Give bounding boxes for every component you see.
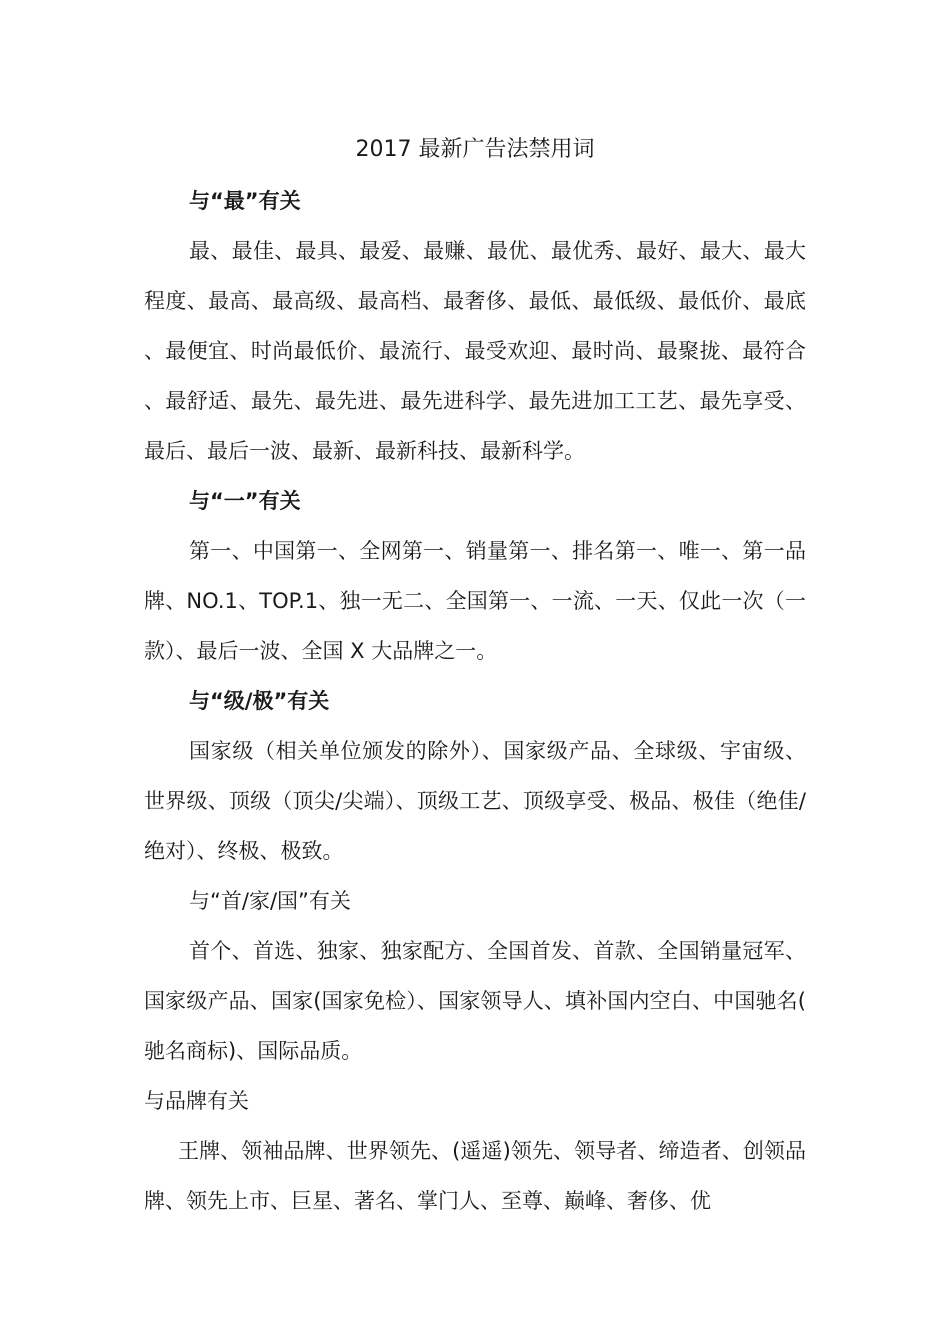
document-title: 2017 最新广告法禁用词 xyxy=(355,137,595,162)
section-text-shou-jia-guo: 首个、首选、独家、独家配方、全国首发、首款、全国销量冠军、国家级产品、国家(国家免检）、国家领导人、填补国内空白、中国驰名(驰名商标)、国际品质。 xyxy=(144,939,806,1063)
section-heading-yi: 与“一”有关 xyxy=(189,489,301,513)
section-text-yi: 第一、中国第一、全网第一、销量第一、排名第一、唯一、第一品牌、NO.1、TOP.1、独一无二、全国第一、一流、一天、仅此一次（一款）、最后一波、全国 X 大品牌之一。 xyxy=(144,539,806,663)
section-heading-zui: 与“最”有关 xyxy=(189,189,301,213)
section-text-zui: 最、最佳、最具、最爱、最赚、最优、最优秀、最好、最大、最大程度、最高、最高级、最高档、最奢侈、最低、最低级、最低价、最底、最便宜、时尚最低价、最流行、最受欢迎、最时尚、最聚拢、最符合、最舒适、最先、最先进、最先进科学、最先进加工工艺、最先享受、最后、最后一波、最新、最新科技、最新科学。 xyxy=(144,239,806,463)
section-heading-ji: 与“级/极”有关 xyxy=(189,689,330,713)
document-body xyxy=(144,176,806,1226)
section-heading-brand: 与品牌有关 xyxy=(144,1089,249,1113)
section-text-brand: 王牌、领袖品牌、世界领先、(遥遥)领先、领导者、缔造者、创领品牌、领先上市、巨星、著名、掌门人、至尊、巅峰、奢侈、优 xyxy=(144,1139,806,1213)
section-text-ji: 国家级（相关单位颁发的除外）、国家级产品、全球级、宇宙级、世界级、顶级（顶尖/尖端）、顶级工艺、顶级享受、极品、极佳（绝佳/绝对）、终极、极致。 xyxy=(144,739,806,863)
section-heading-shou-jia-guo: 与“首/家/国”有关 xyxy=(189,889,351,913)
